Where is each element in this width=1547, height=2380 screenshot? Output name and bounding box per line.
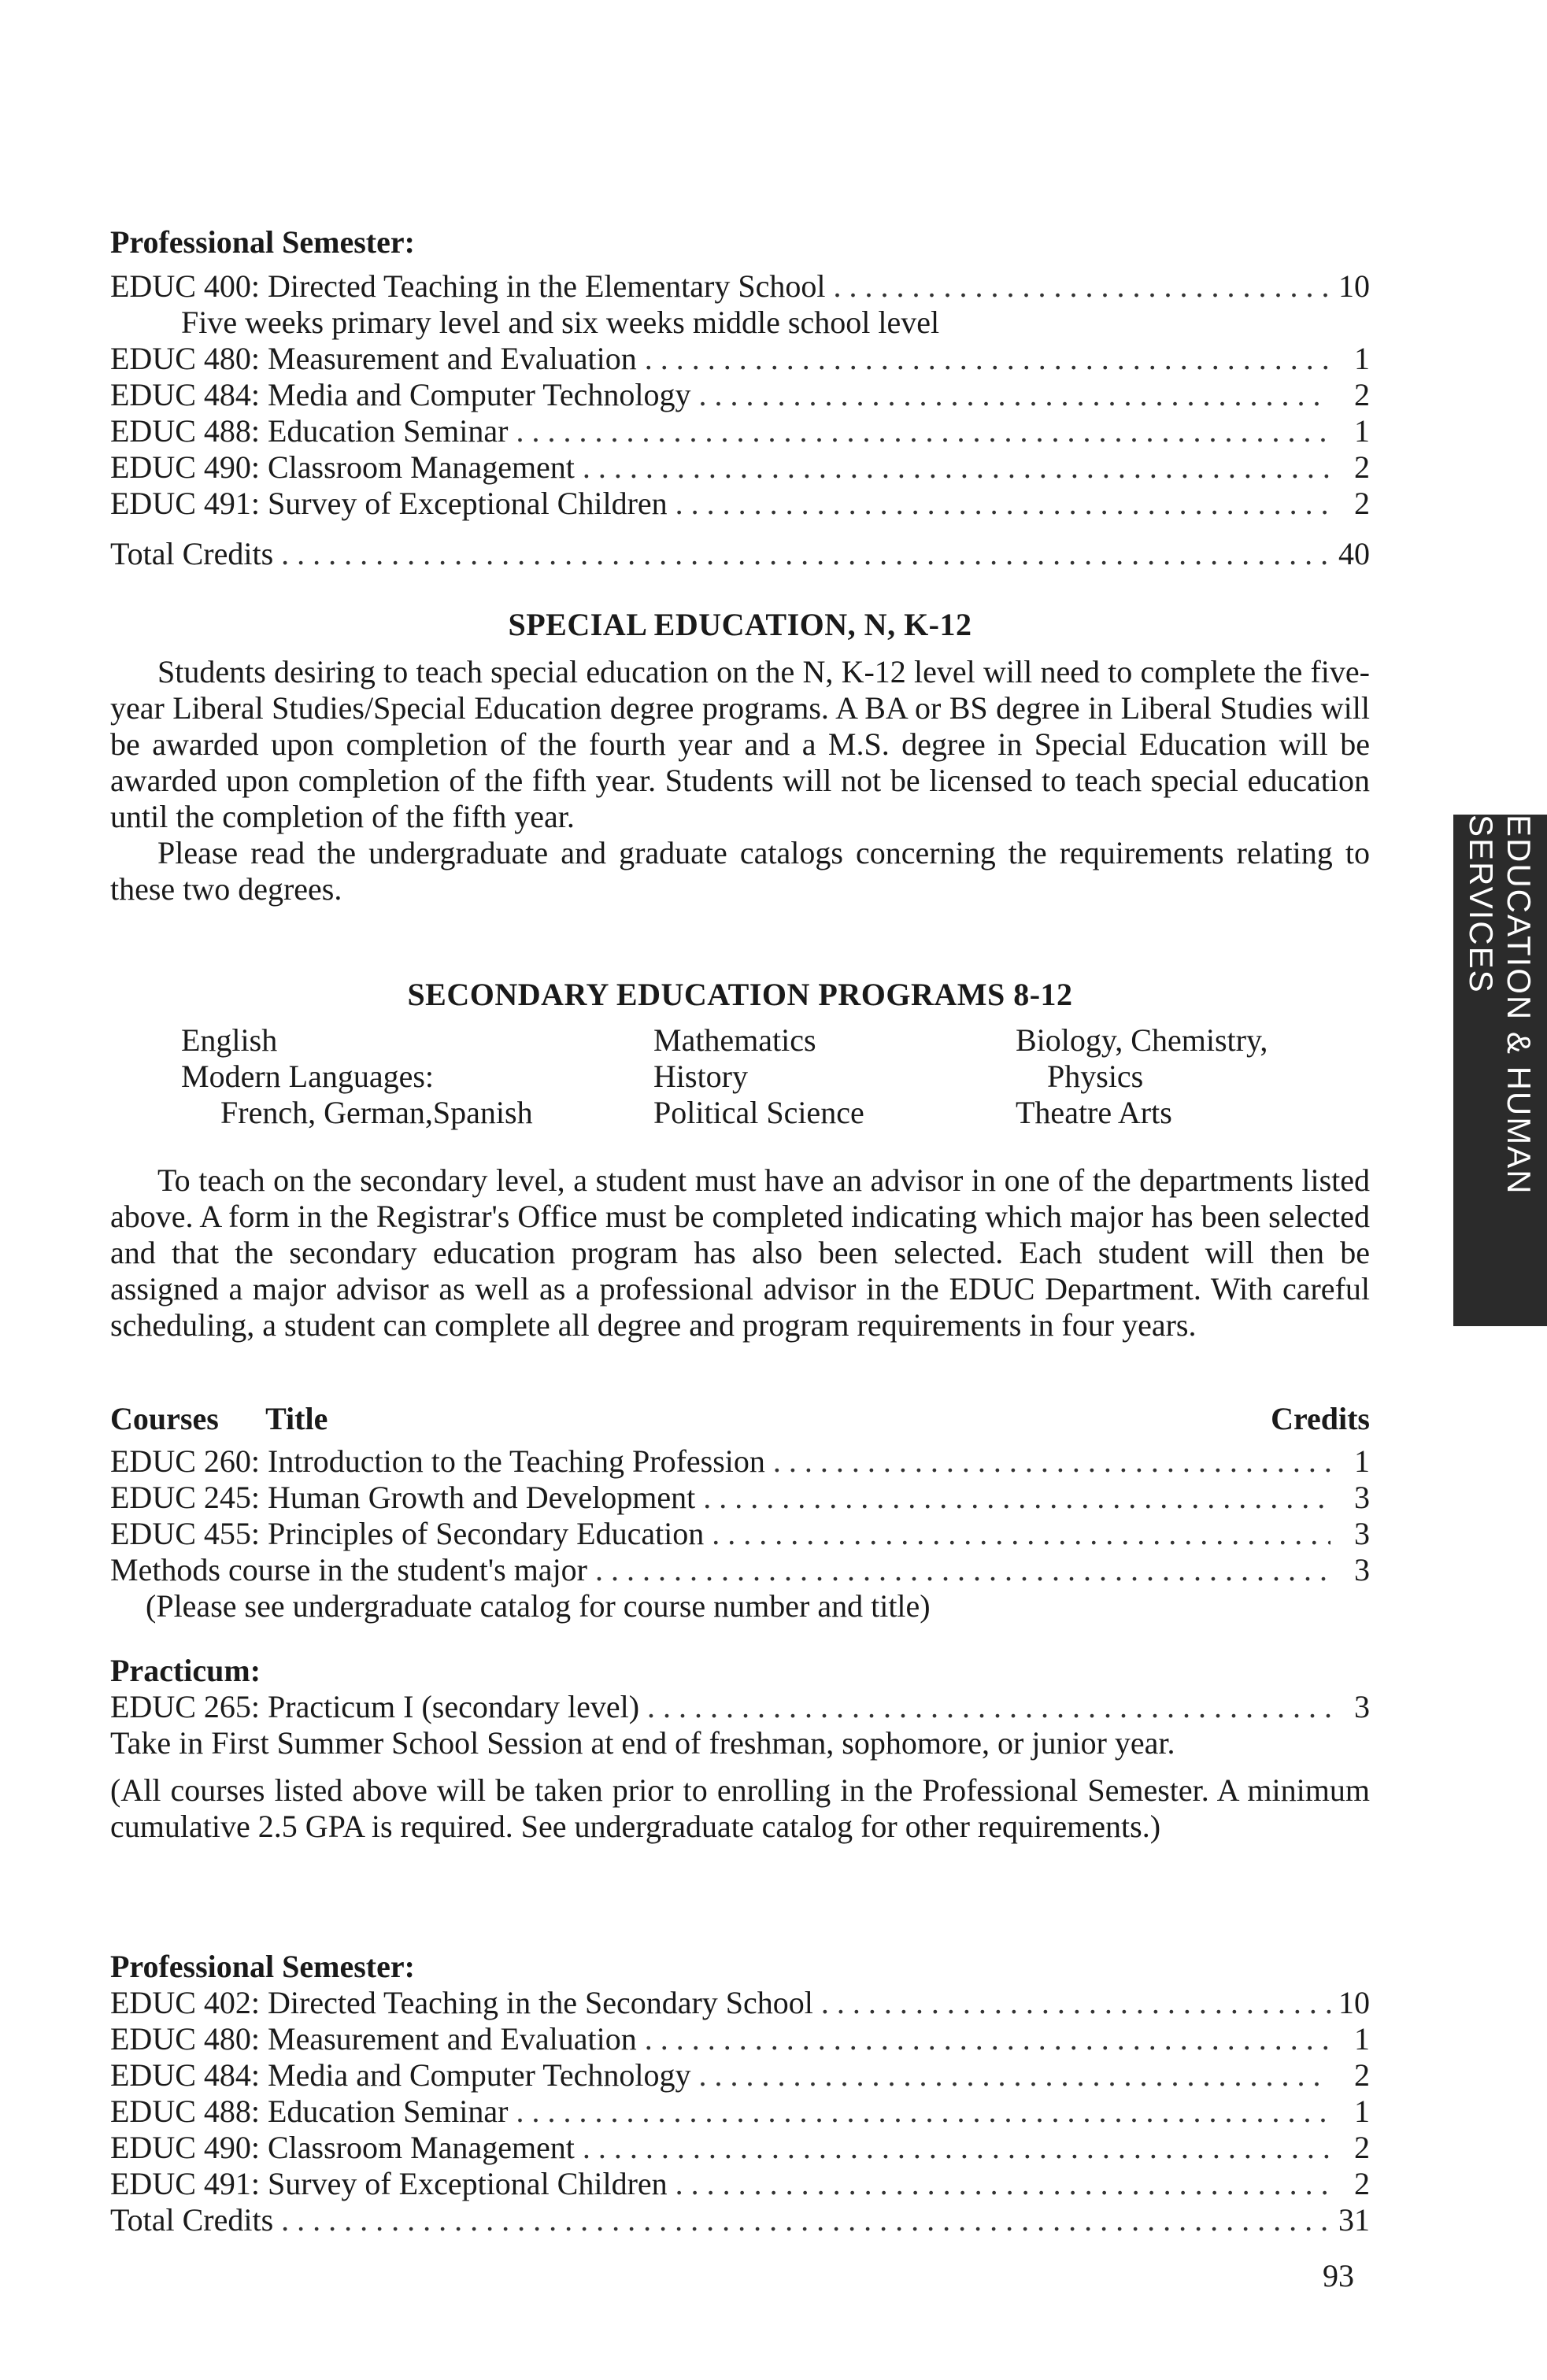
leader-dots	[645, 2021, 1330, 2057]
course-credits: 2	[1354, 2166, 1370, 2201]
course-title: EDUC 488: Education Seminar	[110, 2094, 509, 2129]
course-title: EDUC 491: Survey of Exceptional Children	[110, 486, 668, 521]
column-header-courses: Courses	[110, 1401, 219, 1436]
paragraph-2: Please read the undergraduate and graduate catalogs concerning the requirements relating to these two degrees.	[110, 835, 1370, 907]
course-credits: 10	[1338, 1985, 1370, 2020]
table-row	[110, 1516, 1370, 1552]
section-heading: SECONDARY EDUCATION PROGRAMS 8-12	[407, 977, 1073, 1012]
course-title: EDUC 490: Classroom Management	[110, 2130, 575, 2165]
leader-dots	[712, 1516, 1330, 1552]
table-header	[110, 1401, 1370, 1437]
subject-item: Political Science	[653, 1095, 864, 1130]
subject-item: Biology, Chemistry,	[1016, 1022, 1268, 1058]
side-tab-label: EDUCATION & HUMAN SERVICES	[1463, 815, 1538, 1196]
course-credits: 2	[1354, 2130, 1370, 2165]
leader-dots	[516, 413, 1330, 449]
course-title: EDUC 260: Introduction to the Teaching Profession	[110, 1443, 765, 1479]
section-side-tab	[1453, 815, 1547, 1326]
course-line	[110, 377, 1370, 413]
leader-dots	[583, 2130, 1330, 2166]
subject-item: Physics	[1047, 1059, 1144, 1094]
course-credits: 3	[1354, 1552, 1370, 1587]
total-label: Total Credits	[110, 2202, 274, 2238]
table-row	[110, 1443, 1370, 1480]
leader-dots	[516, 2094, 1330, 2130]
subject-item: Mathematics	[653, 1022, 816, 1058]
course-credits: 2	[1354, 377, 1370, 412]
leader-dots	[833, 268, 1330, 305]
course-credits: 1	[1354, 413, 1370, 449]
section-paragraph	[110, 654, 1370, 907]
subject-item: Theatre Arts	[1016, 1095, 1172, 1130]
course-credits: 1	[1354, 2094, 1370, 2129]
course-line	[110, 2166, 1370, 2202]
course-line	[110, 2130, 1370, 2166]
leader-dots	[773, 1443, 1330, 1480]
table-note: (Please see undergraduate catalog for course number and title)	[146, 1588, 931, 1624]
course-line	[110, 1689, 1370, 1725]
leader-dots	[821, 1985, 1330, 2021]
leader-dots	[698, 377, 1330, 413]
course-credits: 2	[1354, 486, 1370, 521]
course-credits: 10	[1338, 268, 1370, 304]
leader-dots	[675, 486, 1330, 522]
section-heading: Practicum:	[110, 1653, 261, 1688]
course-title: EDUC 480: Measurement and Evaluation	[110, 341, 637, 376]
secondary-education-section	[110, 976, 1370, 1343]
course-line	[110, 2021, 1370, 2057]
practicum-note: Take in First Summer School Session at end of freshman, sophomore, or junior year.	[110, 1725, 1175, 1761]
course-credits: 2	[1354, 449, 1370, 485]
course-credits: 3	[1354, 1516, 1370, 1551]
course-title: EDUC 484: Media and Computer Technology	[110, 377, 691, 412]
special-education-section	[110, 606, 1370, 907]
course-line	[110, 449, 1370, 486]
course-line	[110, 341, 1370, 377]
column-header-title: Title	[265, 1401, 328, 1436]
section-heading: Professional Semester:	[110, 1949, 415, 1984]
course-title: EDUC 402: Directed Teaching in the Secondary School	[110, 1985, 813, 2020]
course-title: EDUC 480: Measurement and Evaluation	[110, 2021, 637, 2057]
course-line	[110, 2094, 1370, 2130]
section-heading: Professional Semester:	[110, 224, 415, 260]
course-line	[110, 486, 1370, 522]
page-number: 93	[1323, 2258, 1354, 2293]
section-paragraph	[110, 1162, 1370, 1343]
paragraph-1: Students desiring to teach special education on the N, K-12 level will need to complete the five-year Liberal Studies/Special Education degree programs. A BA or BS degree in Liberal Studies will be awarded upon completion of the fourth year and a M.S. degree in Special Education will be awarded upon completion of the fifth year. Students will not be licensed to teach special education until the completion of the fifth year.	[110, 654, 1370, 834]
total-credits-line	[110, 2202, 1370, 2238]
course-title: EDUC 490: Classroom Management	[110, 449, 575, 485]
prerequisite-note: (All courses listed above will be taken prior to enrolling in the Professional Semester. A minimum cumulative 2.5 GPA is required. See undergraduate catalog for other requirements.)	[110, 1772, 1370, 1844]
course-title: EDUC 484: Media and Computer Technology	[110, 2057, 691, 2093]
leader-dots	[647, 1689, 1330, 1725]
subject-item: English	[181, 1022, 278, 1058]
course-note: Five weeks primary level and six weeks middle school level	[181, 305, 940, 340]
course-line	[110, 1985, 1370, 2021]
course-credits: 3	[1354, 1689, 1370, 1724]
course-line	[110, 268, 1370, 305]
table-row	[110, 1480, 1370, 1516]
course-credits: 1	[1354, 1443, 1370, 1479]
course-credits: 3	[1354, 1480, 1370, 1515]
subject-item: History	[653, 1059, 748, 1094]
professional-semester-elementary	[110, 224, 1370, 572]
course-credits: 1	[1354, 2021, 1370, 2057]
subject-item: Modern Languages:	[181, 1059, 435, 1094]
leader-dots	[595, 1552, 1330, 1588]
course-title: EDUC 265: Practicum I (secondary level)	[110, 1689, 640, 1724]
section-heading: SPECIAL EDUCATION, N, K-12	[508, 607, 972, 642]
leader-dots	[675, 2166, 1330, 2202]
subject-item: French, German,Spanish	[220, 1095, 533, 1130]
paragraph-1: To teach on the secondary level, a student must have an advisor in one of the departments listed above. A form in the Registrar's Office must be completed indicating which major has been selected and that the secondary education program has also been selected. Each student will then be assigned a major advisor as well as a professional advisor in the EDUC Department. With careful scheduling, a student can complete all degree and program requirements in four years.	[110, 1162, 1370, 1343]
secondary-courses-table	[110, 1401, 1370, 1624]
leader-dots	[698, 2057, 1330, 2094]
course-credits: 1	[1354, 341, 1370, 376]
total-credits-line	[110, 536, 1370, 572]
course-line	[110, 2057, 1370, 2094]
column-header-credits: Credits	[1271, 1401, 1370, 1436]
professional-semester-secondary	[110, 1949, 1370, 2238]
practicum-section	[110, 1653, 1370, 1845]
course-title: EDUC 400: Directed Teaching in the Elementary School	[110, 268, 826, 304]
total-value: 40	[1338, 536, 1370, 571]
leader-dots	[703, 1480, 1330, 1516]
leader-dots	[281, 2202, 1330, 2238]
course-title: Methods course in the student's major	[110, 1552, 587, 1587]
subject-list	[110, 1022, 1370, 1131]
course-title: EDUC 245: Human Growth and Development	[110, 1480, 696, 1515]
table-row	[110, 1552, 1370, 1588]
total-value: 31	[1338, 2202, 1370, 2238]
leader-dots	[281, 536, 1330, 572]
course-title: EDUC 455: Principles of Secondary Education	[110, 1516, 705, 1551]
leader-dots	[583, 449, 1330, 486]
course-title: EDUC 488: Education Seminar	[110, 413, 509, 449]
leader-dots	[645, 341, 1330, 377]
course-title: EDUC 491: Survey of Exceptional Children	[110, 2166, 668, 2201]
course-line	[110, 413, 1370, 449]
course-credits: 2	[1354, 2057, 1370, 2093]
total-label: Total Credits	[110, 536, 274, 571]
